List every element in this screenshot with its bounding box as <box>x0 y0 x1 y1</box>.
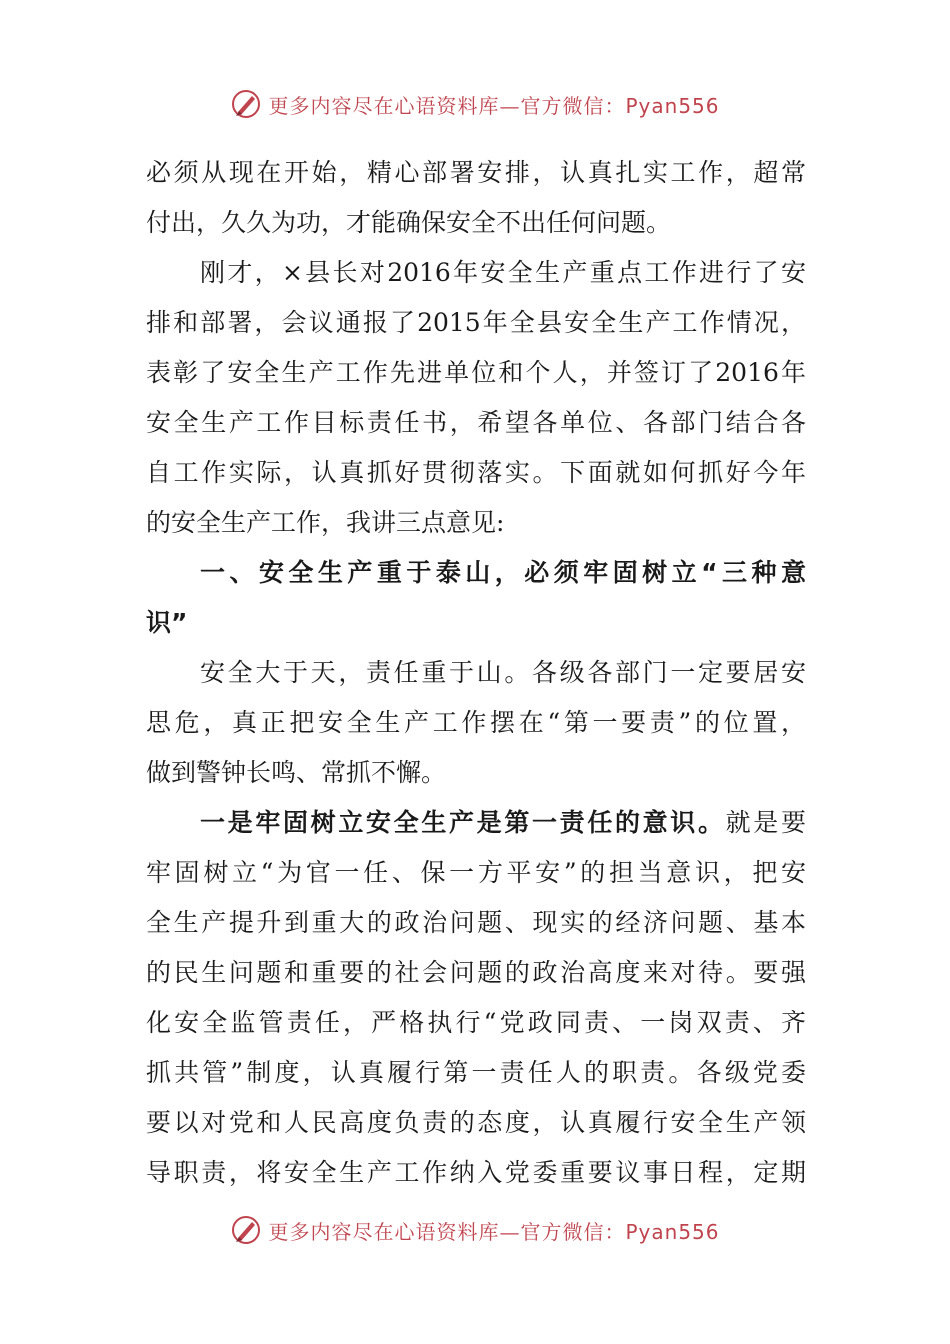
text-line: 的民生问题和重要的社会问题的政治高度来对待。要强 <box>146 958 806 987</box>
section-heading: 一、安全生产重于泰山，必须牢固树立“三种意 <box>200 558 806 587</box>
text-line: 做到警钟长鸣、常抓不懈。 <box>146 758 447 787</box>
bold-lead: 一是牢固树立安全生产是第一责任的意识。 <box>200 808 726 837</box>
document-body <box>146 148 806 1198</box>
wechat-id: Pyan556 <box>625 93 720 118</box>
lead-rest: 就是要 <box>725 808 806 837</box>
banner-label: 更多内容尽在心语资料库—官方微信：Pyan556 <box>268 93 720 118</box>
text-line: 牢固树立“为官一任、保一方平安”的担当意识，把安 <box>146 858 806 887</box>
footer-banner <box>0 1210 950 1250</box>
text-line: 化安全监管责任，严格执行“党政同责、一岗双责、齐 <box>146 1008 806 1037</box>
text-line: 排和部署，会议通报了2015年全县安全生产工作情况， <box>146 308 806 337</box>
text-line: 抓共管”制度，认真履行第一责任人的职责。各级党委 <box>146 1058 806 1087</box>
section-heading-cont: 识” <box>146 608 188 637</box>
pen-logo-icon <box>230 1214 262 1246</box>
text-line: 必须从现在开始，精心部署安排，认真扎实工作，超常 <box>146 158 806 187</box>
banner-label: 更多内容尽在心语资料库—官方微信：Pyan556 <box>268 1219 720 1244</box>
text-line: 表彰了安全生产工作先进单位和个人，并签订了2016年 <box>146 358 806 387</box>
text-line: 自工作实际，认真抓好贯彻落实。下面就如何抓好今年 <box>146 458 806 487</box>
text-line <box>146 798 806 848</box>
wechat-id: Pyan556 <box>625 1219 720 1244</box>
text-line: 付出，久久为功，才能确保安全不出任何问题。 <box>146 208 672 237</box>
text-line: 全生产提升到重大的政治问题、现实的经济问题、基本 <box>146 908 806 937</box>
text-line: 导职责，将安全生产工作纳入党委重要议事日程，定期 <box>146 1158 806 1187</box>
text-line: 的安全生产工作，我讲三点意见: <box>146 508 505 537</box>
text-line: 安全大于天，责任重于山。各级各部门一定要居安 <box>200 658 806 687</box>
header-banner <box>0 84 950 124</box>
text-line: 思危，真正把安全生产工作摆在“第一要责”的位置， <box>146 708 806 737</box>
text-line: 刚才，×县长对2016年安全生产重点工作进行了安 <box>200 258 806 287</box>
text-line: 要以对党和人民高度负责的态度，认真履行安全生产领 <box>146 1108 806 1137</box>
text-line: 安全生产工作目标责任书，希望各单位、各部门结合各 <box>146 408 806 437</box>
pen-logo-icon <box>230 88 262 120</box>
